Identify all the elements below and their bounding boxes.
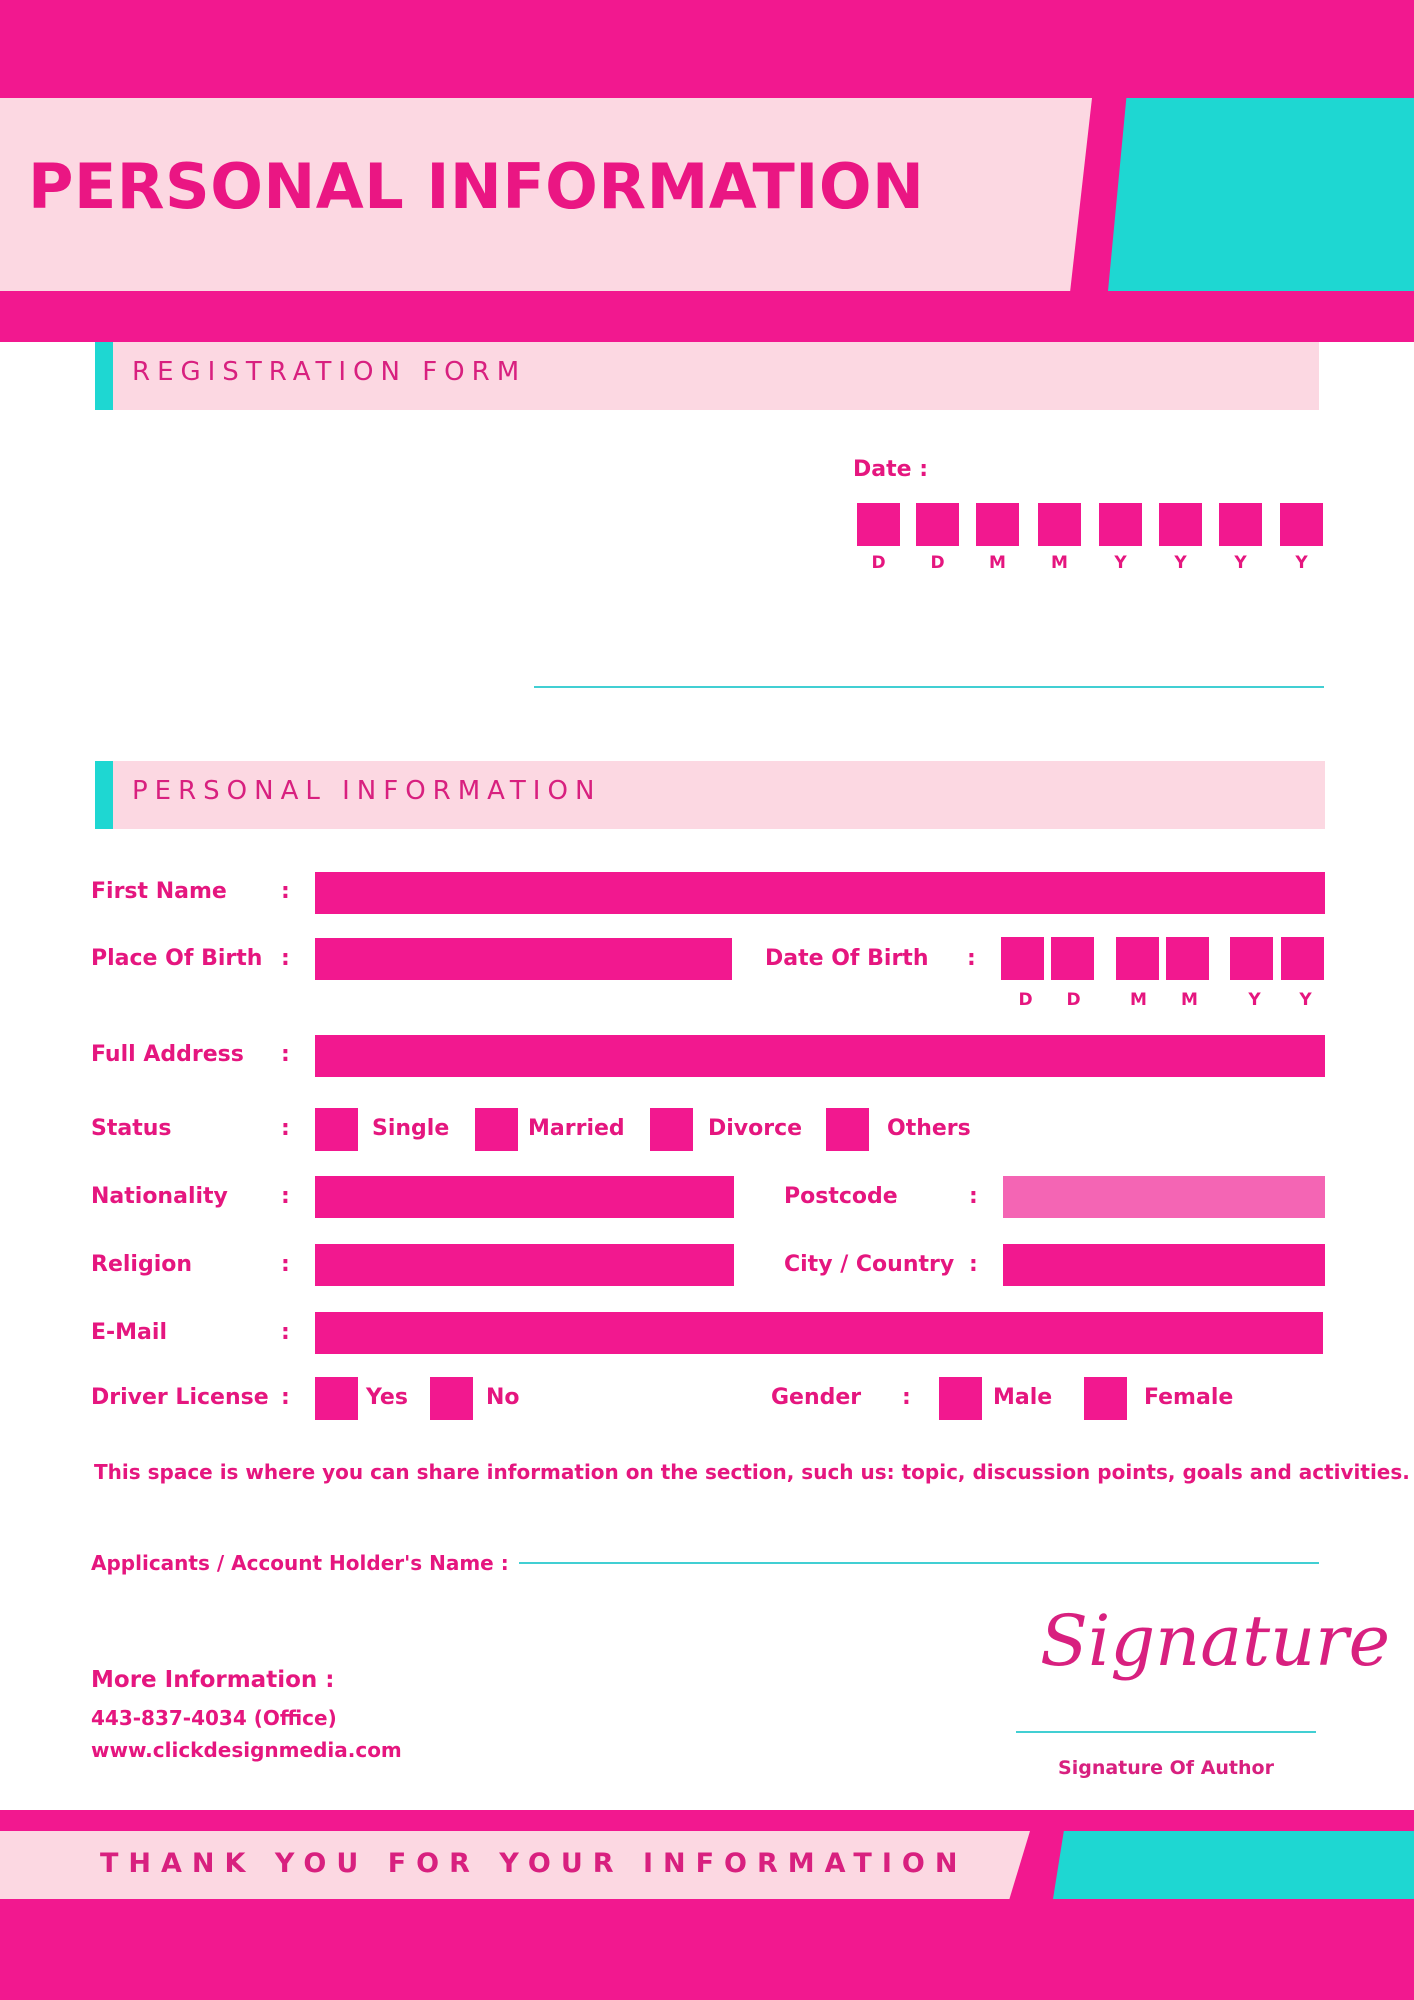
colon: : <box>969 1184 978 1209</box>
first-name-field[interactable] <box>315 872 1325 914</box>
colon: : <box>281 1385 290 1410</box>
status-others-checkbox[interactable] <box>826 1108 869 1151</box>
section-accent <box>95 342 113 410</box>
status-others-label: Others <box>887 1116 971 1141</box>
colon: : <box>281 879 290 904</box>
city-country-field[interactable] <box>1003 1244 1325 1286</box>
status-divorce-checkbox[interactable] <box>650 1108 693 1151</box>
date-label: Date : <box>853 457 929 482</box>
religion-field[interactable] <box>315 1244 734 1286</box>
section-title-registration: REGISTRATION FORM <box>132 357 527 387</box>
dob-box[interactable] <box>1001 937 1044 980</box>
dob-letter: M <box>1130 990 1147 1010</box>
date-letter: Y <box>1174 553 1187 573</box>
dob-box[interactable] <box>1166 937 1209 980</box>
postcode-label: Postcode <box>784 1184 898 1209</box>
nationality-field[interactable] <box>315 1176 734 1218</box>
colon: : <box>969 1252 978 1277</box>
city-country-label: City / Country <box>784 1252 955 1277</box>
date-box[interactable] <box>976 503 1019 546</box>
status-married-label: Married <box>528 1116 625 1141</box>
section-title-personal: PERSONAL INFORMATION <box>132 776 602 806</box>
more-info-title: More Information : <box>91 1667 335 1693</box>
date-box[interactable] <box>1219 503 1262 546</box>
signature-line[interactable] <box>1016 1731 1316 1733</box>
colon: : <box>281 1116 290 1141</box>
section-accent <box>95 761 113 829</box>
date-letter: M <box>989 553 1006 573</box>
colon: : <box>281 946 290 971</box>
colon: : <box>281 1184 290 1209</box>
driver-no-label: No <box>486 1385 520 1410</box>
signature-label: Signature Of Author <box>1058 1757 1274 1779</box>
first-name-label: First Name <box>91 879 227 904</box>
divider-line <box>534 686 1324 688</box>
applicant-name-label: Applicants / Account Holder's Name : <box>91 1551 509 1575</box>
status-divorce-label: Divorce <box>708 1116 803 1141</box>
date-letter: D <box>871 553 886 573</box>
nationality-label: Nationality <box>91 1184 228 1209</box>
gender-female-label: Female <box>1144 1385 1234 1410</box>
dob-letter: D <box>1018 990 1033 1010</box>
date-letter: D <box>930 553 945 573</box>
dob-box[interactable] <box>1230 937 1273 980</box>
footer-text: THANK YOU FOR YOUR INFORMATION <box>100 1848 968 1879</box>
status-single-checkbox[interactable] <box>315 1108 358 1151</box>
date-box[interactable] <box>916 503 959 546</box>
gender-male-label: Male <box>993 1385 1053 1410</box>
gender-male-checkbox[interactable] <box>939 1377 982 1420</box>
dob-letter: D <box>1066 990 1081 1010</box>
dob-box[interactable] <box>1281 937 1324 980</box>
applicant-name-line[interactable] <box>519 1562 1319 1564</box>
email-label: E-Mail <box>91 1320 167 1345</box>
website-link[interactable]: www.clickdesignmedia.com <box>91 1738 402 1762</box>
date-box[interactable] <box>1159 503 1202 546</box>
driver-license-label: Driver License <box>91 1385 269 1410</box>
religion-label: Religion <box>91 1252 193 1277</box>
gender-label: Gender <box>771 1385 862 1410</box>
status-single-label: Single <box>372 1116 450 1141</box>
dob-letter: Y <box>1299 990 1312 1010</box>
status-label: Status <box>91 1116 172 1141</box>
date-box[interactable] <box>857 503 900 546</box>
page-title: PERSONAL INFORMATION <box>28 150 925 223</box>
date-letter: Y <box>1234 553 1247 573</box>
colon: : <box>902 1385 911 1410</box>
dob-box[interactable] <box>1051 937 1094 980</box>
colon: : <box>281 1042 290 1067</box>
place-of-birth-field[interactable] <box>315 938 732 980</box>
colon: : <box>281 1320 290 1345</box>
date-box[interactable] <box>1038 503 1081 546</box>
status-married-checkbox[interactable] <box>475 1108 518 1151</box>
date-letter: Y <box>1295 553 1308 573</box>
footer-teal-accent <box>1053 1831 1414 1899</box>
date-box[interactable] <box>1280 503 1323 546</box>
date-letter: Y <box>1114 553 1127 573</box>
date-box[interactable] <box>1099 503 1142 546</box>
dob-letter: M <box>1181 990 1198 1010</box>
date-letter: M <box>1051 553 1068 573</box>
email-field[interactable] <box>315 1312 1323 1354</box>
gender-female-checkbox[interactable] <box>1084 1377 1127 1420</box>
signature-script: Signature <box>1040 1600 1391 1682</box>
place-of-birth-label: Place Of Birth <box>91 946 263 971</box>
colon: : <box>967 946 976 971</box>
full-address-field[interactable] <box>315 1035 1325 1077</box>
full-address-label: Full Address <box>91 1042 244 1067</box>
dob-box[interactable] <box>1116 937 1159 980</box>
note-text: This space is where you can share information on the section, such us: topic, discussion points, goals and activities. <box>94 1460 1410 1484</box>
driver-no-checkbox[interactable] <box>430 1377 473 1420</box>
date-of-birth-label: Date Of Birth <box>765 946 929 971</box>
dob-letter: Y <box>1248 990 1261 1010</box>
driver-yes-label: Yes <box>366 1385 408 1410</box>
header-teal-accent <box>1108 98 1414 291</box>
driver-yes-checkbox[interactable] <box>315 1377 358 1420</box>
postcode-field[interactable] <box>1003 1176 1325 1218</box>
colon: : <box>281 1252 290 1277</box>
phone-number: 443-837-4034 (Office) <box>91 1706 337 1730</box>
